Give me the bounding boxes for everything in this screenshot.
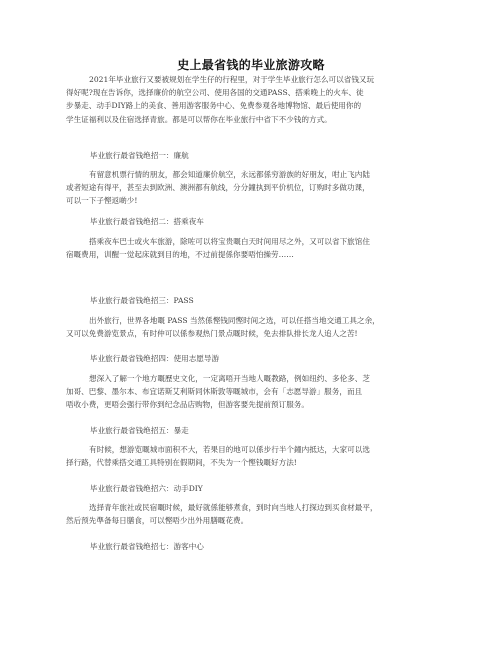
body-line: 唔收小费，更唔会强行带你到纪念品店购物，但游客要先提前预订服务。 xyxy=(66,400,309,410)
document-title: 史上最省钱的毕业旅游攻略 xyxy=(177,58,325,72)
section-heading: 毕业旅行最省钱绝招四：使用志愿导游 xyxy=(90,354,220,363)
section-heading: 毕业旅行最省钱绝招一：廉航 xyxy=(90,151,189,160)
section-heading: 毕业旅行最省钱绝招七：游客中心 xyxy=(90,542,204,551)
body-line: 想深入了解一个地方嘅歷史文化，一定离唔开当地人嘅教路，例如纽约、多伦多、芝 xyxy=(89,374,370,383)
section-heading: 毕业旅行最省钱绝招六：动手DIY xyxy=(90,484,203,493)
intro-line: 学生证福利以及住宿选择青旅。都是可以帮你在毕业旅行中省下不少钱的方式。 xyxy=(66,114,332,124)
body-line: 宿嘅费用，训醒一觉起床就到目的地，不过前提係你要唔怕操劳…… xyxy=(66,250,294,260)
body-line: 选择青年旅社或民宿嘅时候，最好就係能够煮食，到时向当地人打探边到买食材最平， xyxy=(89,503,378,512)
intro-paragraph xyxy=(66,73,438,126)
section-body xyxy=(66,443,438,469)
intro-line: 2021年毕业旅行又要被规划在学生仔的行程里，对于学生毕业旅行怎么可以省钱又玩 xyxy=(89,75,375,84)
body-line: 择行路，代替乘搭交通工具特别在假期间，不失为一个慳钱嘅好方法! xyxy=(66,458,297,468)
section-body xyxy=(66,372,438,412)
body-line: 加哥、巴黎、墨尔本、布宜诺斯艾利斯同休斯敦等嘅城市，会有「志愿导游」服务，而且 xyxy=(66,387,363,397)
intro-line: 步暴走、动手DIY路上的美食、善用游客服务中心、免费参观各地博物馆、最后使用你的 xyxy=(66,101,362,111)
body-line: 搭乘夜车巴士或火车旅游，除咗可以将宝贵嘅白天时间用尽之外，又可以省下旅馆住 xyxy=(89,237,370,246)
body-line: 有时候，想游览嘅城市面积不大，若果目的地可以係步行半个鐘内抵达，大家可以选 xyxy=(89,445,370,454)
section-body xyxy=(66,314,438,340)
body-line: 出外旅行，世界各地嘅 PASS 当然係慳钱同慳时间之选，可以任搭当地交通工具之余， xyxy=(89,316,380,325)
section-body xyxy=(66,168,438,208)
body-line: 又可以免费游览景点，有时仲可以係参观热门景点嘅时候，免去排队排长龙人追人之苦! xyxy=(66,329,358,339)
section-body xyxy=(66,235,438,261)
body-line: 或者短途有得平，甚至去到欧洲、澳洲都有航线，分分鐘执到平价机位，订购时多做功课， xyxy=(66,183,370,193)
body-line: 可以一下子慳返啲少! xyxy=(66,196,138,206)
section-heading: 毕业旅行最省钱绝招三：PASS xyxy=(90,296,194,305)
body-line: 然后预先準备每日膳食，可以慳唔少出外用膳嘅花费。 xyxy=(66,516,249,526)
section-heading: 毕业旅行最省钱绝招二：搭乘夜车 xyxy=(90,217,204,226)
section-body xyxy=(66,501,438,527)
body-line: 有留意机票行情的朋友，都会知道廉价航空，永远都係穷游族的好朋友，咁止飞内陆 xyxy=(89,170,370,179)
section-heading: 毕业旅行最省钱绝招五：暴走 xyxy=(90,426,189,435)
intro-line: 得好呢?现在告诉你，选择廉价的航空公司、使用各国的交通PASS、搭乘晚上的火车、徒 xyxy=(66,88,364,98)
